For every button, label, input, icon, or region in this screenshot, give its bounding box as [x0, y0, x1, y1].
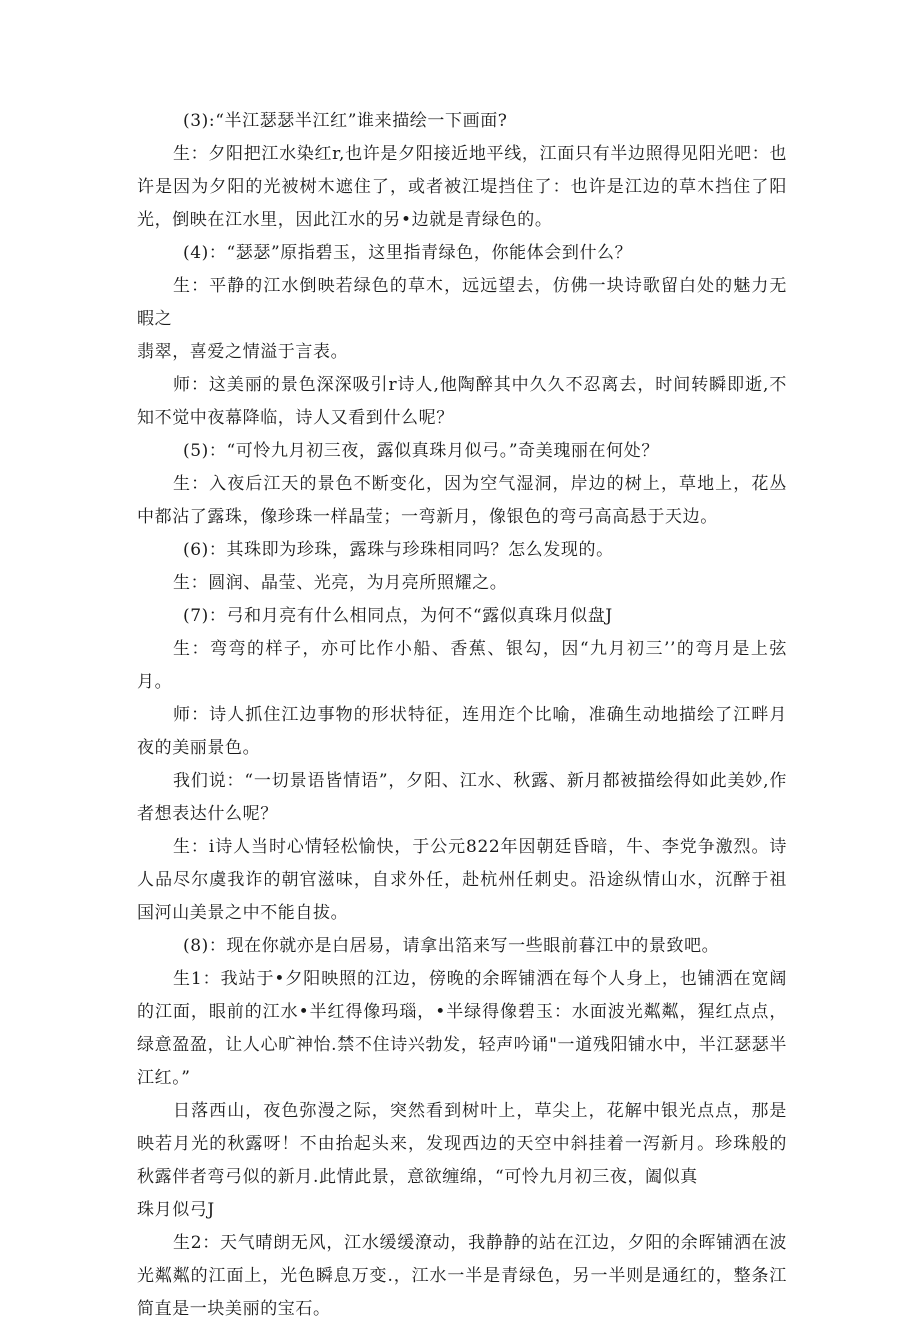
question-8: (8)：现在你就亦是白居易，请拿出箔来写一些眼前暮江中的景致吧。 [183, 936, 720, 956]
student-1-writing-cont: 日落西山，夜色弥漫之际，突然看到树叶上，草尖上，花解中银光点点，那是映若月光的秋露呀！不由抬起头来，发现西边的天空中斜挂着一泻新月。珍珠般的秋露伴者弯弓似的新月.此情此景，意欲缠绵，“可怜九月初三夜，阖似真 [137, 1101, 787, 1187]
question-3: (3):“半江瑟瑟半江红”谁来描绘一下画面? [183, 111, 508, 131]
student-answer-3: 生：夕阳把江水染红r,也许是夕阳接近地平线，江面只有半边照得见阳光吧：也许是因为夕阳的光被树木遮住了，或者被江堤挡住了：也许是江边的草木挡住了阳光，倒映在江水里，因此江水的另•边就是青绿色的。 [137, 144, 787, 230]
student-answer-7: 生：弯弯的样子，亦可比作小船、香蕉、银勾，因“九月初三’’的弯月是上弦月。 [137, 639, 787, 692]
teacher-question-emotion: 我们说：“一切景语皆情语”，夕阳、江水、秋露、新月都被描绘得如此美妙,作者想表达什么呢？ [137, 771, 787, 824]
student-answer-6: 生：圆润、晶莹、光亮，为月亮所照耀之。 [173, 573, 508, 593]
question-4: (4)：“瑟瑟”原指碧玉，这里指青绿色，你能体会到什么？ [183, 243, 633, 263]
question-6: (6)：其珠即为珍珠，露珠与珍珠相同吗？怎么发现的。 [183, 540, 614, 560]
student-answer-4-cont: 翡翠，喜爱之情溢于言表。 [137, 342, 349, 362]
student-answer-4: 生：平静的江水倒映若绿色的草木，远远望去，仿佛一块诗歌留白处的魅力无暇之 [137, 276, 787, 329]
student-answer-emotion: 生：i诗人当时心情轻松愉快，于公元822年因朝廷昏暗，牛、李党争激烈。诗人品尽尔虞我诈的朝官滋味，自求外任，赴杭州任刺史。沿途纵情山水，沉醉于祖国河山美景之中不能自拔。 [137, 837, 787, 923]
student-answer-5: 生：入夜后江天的景色不断变化，因为空气湿洞，岸边的树上，草地上，花丛中都沾了露珠，像珍珠一样晶莹；一弯新月，像银色的弯弓高高悬于天边。 [137, 474, 787, 527]
teacher-summary: 师：诗人抓住江边事物的形状特征，连用迮个比喻，准确生动地描绘了江畔月夜的美丽景色。 [137, 705, 787, 758]
student-2-writing: 生2：天气晴朗无风，江水缓缓潦动，我静静的站在江边，夕阳的余晖铺洒在波光粼粼的江面上，光色瞬息万变.，江水一半是青绿色，另一半则是通红的，整条江简直是一块美丽的宝石。 [137, 1233, 787, 1319]
student-1-writing-end: 珠月似弓J [137, 1200, 215, 1220]
question-7: (7)：弓和月亮有什么相同点，为何不“露似真珠月似盘J [183, 606, 613, 626]
student-1-writing: 生1：我站于•夕阳映照的江边，傍晚的余晖铺洒在每个人身上，也铺洒在宽阔的江面，眼前的江水•半红得像玛瑙，•半绿得像碧玉：水面波光粼粼，猩红点点，绿意盈盈，让人心旷神怡.禁不住诗兴勃发，轻声吟诵"一道残阳铺水中，半江瑟瑟半江红。” [137, 969, 787, 1088]
question-5: (5)：“可怜九月初三夜，露似真珠月似弓。”奇美瑰丽在何处？ [183, 441, 659, 461]
lesson-text-body [137, 105, 787, 1326]
teacher-transition-1: 师：这美丽的景色深深吸引r诗人,他陶醉其中久久不忍离去，时间转瞬即逝,不知不觉中夜幕降临，诗人又看到什么呢？ [137, 375, 787, 428]
